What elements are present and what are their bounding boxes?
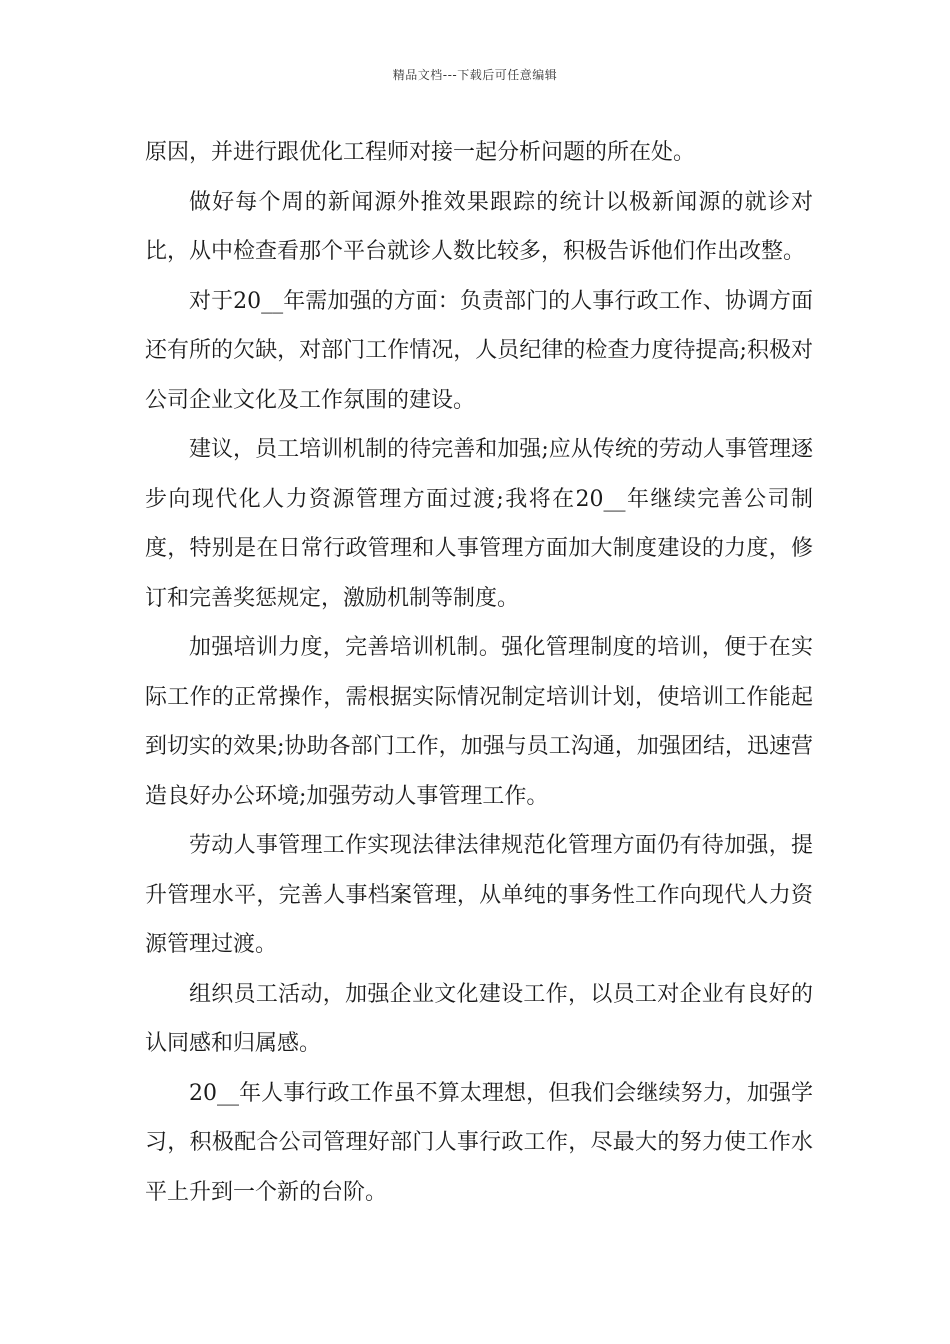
paragraph-6: 劳动人事管理工作实现法律法律规范化管理方面仍有待加强，提升管理水平，完善人事档案管理，从单纯的事务性工作向现代人力资源管理过渡。 [145, 833, 813, 957]
paragraph-1: 原因，并进行跟优化工程师对接一起分析问题的所在处。 [145, 140, 696, 165]
paragraph-4: 建议，员工培训机制的待完善和加强;应从传统的劳动人事管理逐步向现代化人力资源管理方面过渡;我将在20__年继续完善公司制度，特别是在日常行政管理和人事管理方面加大制度建设的力度，修订和完善奖惩规定，激励机制等制度。 [145, 437, 813, 611]
paragraph-7: 组织员工活动，加强企业文化建设工作，以员工对企业有良好的认同感和归属感。 [145, 981, 813, 1056]
document-body [145, 128, 813, 1217]
paragraph-8: 20__年人事行政工作虽不算太理想，但我们会继续努力，加强学习，积极配合公司管理好部门人事行政工作，尽最大的努力使工作水平上升到一个新的台阶。 [145, 1080, 813, 1205]
paragraph-5: 加强培训力度，完善培训机制。强化管理制度的培训，便于在实际工作的正常操作，需根据实际情况制定培训计划，使培训工作能起到切实的效果;协助各部门工作，加强与员工沟通，加强团结，迅速营造良好办公环境;加强劳动人事管理工作。 [145, 635, 813, 809]
paragraph-3: 对于20__年需加强的方面：负责部门的人事行政工作、协调方面还有所的欠缺，对部门工作情况，人员纪律的检查力度待提高;积极对公司企业文化及工作氛围的建设。 [145, 288, 813, 413]
paragraph-2: 做好每个周的新闻源外推效果跟踪的统计以极新闻源的就诊对比，从中检查看那个平台就诊人数比较多，积极告诉他们作出改整。 [145, 189, 813, 264]
page-header: 精品文档---下载后可任意编辑 [392, 68, 558, 82]
